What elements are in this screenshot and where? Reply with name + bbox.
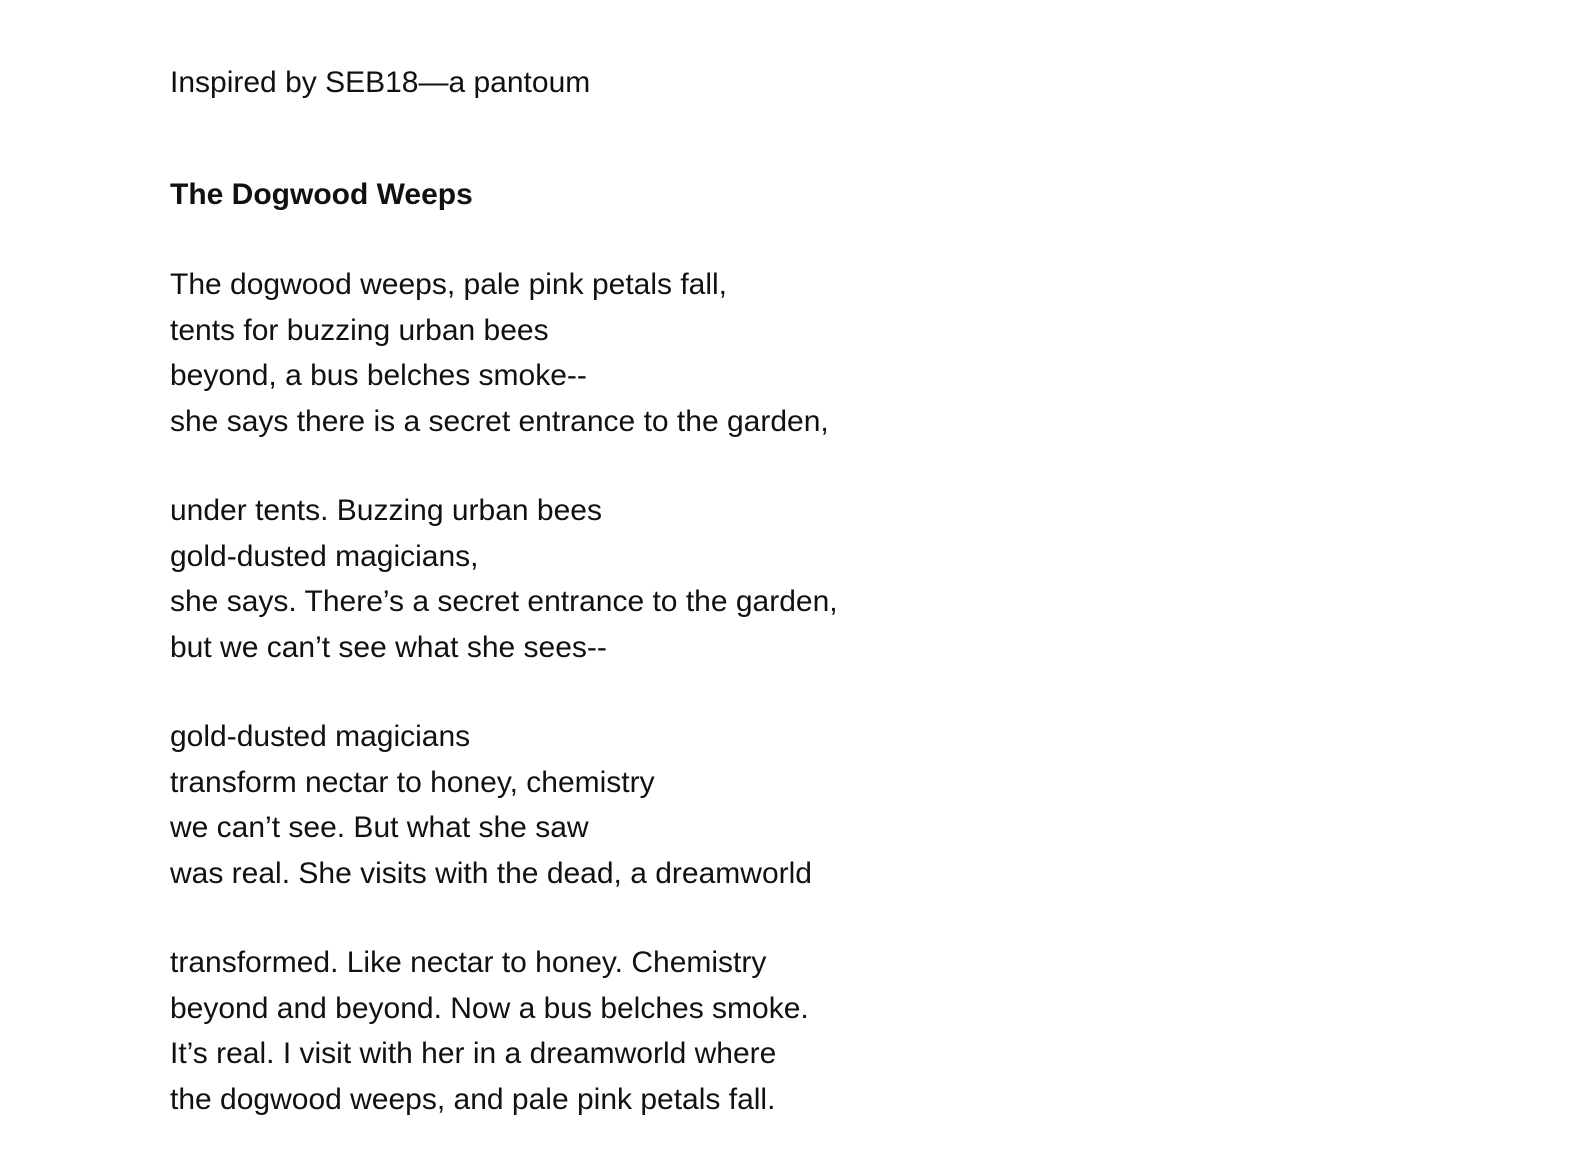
intro-line: Inspired by SEB18—a pantoum bbox=[170, 66, 591, 99]
stanza-1 bbox=[170, 262, 1470, 444]
stanza-2 bbox=[170, 488, 1470, 670]
poem-line: she says there is a secret entrance to the garden, bbox=[170, 404, 829, 438]
poem-line: gold-dusted magicians bbox=[170, 720, 471, 753]
poem-line: transform nectar to honey, chemistry bbox=[170, 765, 655, 799]
poem-line: the dogwood weeps, and pale pink petals fall. bbox=[170, 1082, 776, 1116]
poem-line: beyond, a bus belches smoke-- bbox=[170, 359, 587, 392]
poem-line: transformed. Like nectar to honey. Chemistry bbox=[170, 946, 767, 979]
poem-line: under tents. Buzzing urban bees bbox=[170, 494, 602, 527]
poem-line: was real. She visits with the dead, a dreamworld bbox=[170, 856, 812, 890]
poem-line: she says. There’s a secret entrance to the garden, bbox=[170, 585, 838, 618]
stanza-3 bbox=[170, 714, 1470, 896]
poem-line: The dogwood weeps, pale pink petals fall, bbox=[170, 268, 728, 301]
poem-line: gold-dusted magicians, bbox=[170, 539, 479, 573]
poem-line: but we can’t see what she sees-- bbox=[170, 630, 607, 664]
poem-line: It’s real. I visit with her in a dreamworld where bbox=[170, 1037, 777, 1070]
poem-title: The Dogwood Weeps bbox=[170, 178, 473, 211]
document-body bbox=[170, 60, 1470, 1122]
poem-line: beyond and beyond. Now a bus belches smoke. bbox=[170, 991, 809, 1025]
poem-line: tents for buzzing urban bees bbox=[170, 313, 549, 347]
poem-line: we can’t see. But what she saw bbox=[170, 811, 589, 844]
stanza-4 bbox=[170, 940, 1470, 1122]
